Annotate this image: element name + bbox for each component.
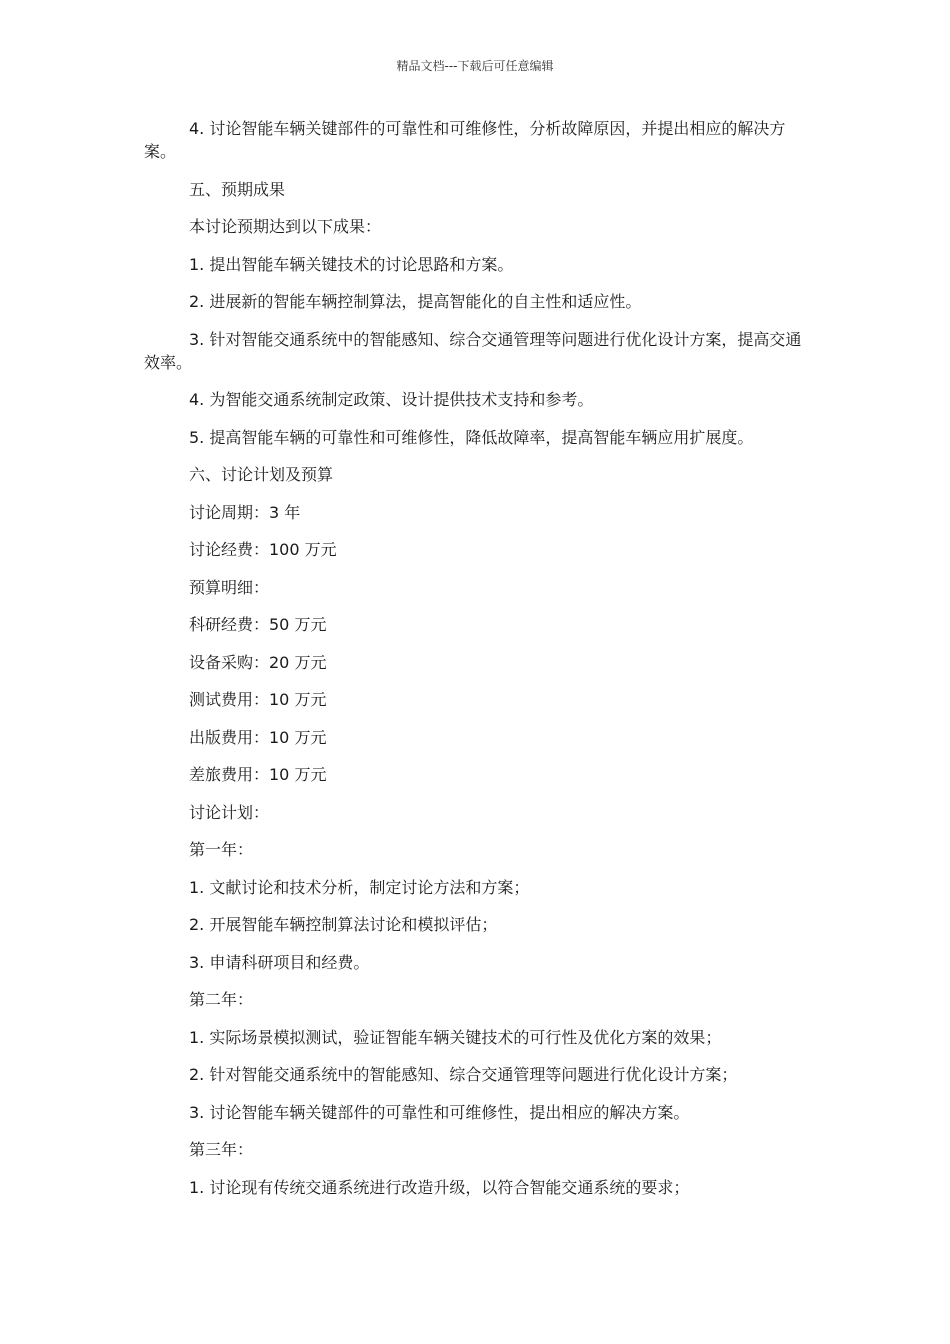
paragraph: 讨论经费：100 万元 [189,540,337,559]
list-item: 3. 申请科研项目和经费。 [189,952,370,972]
year-heading: 第一年： [189,840,254,859]
list-item: 4. 为智能交通系统制定政策、设计提供技术支持和参考。 [189,390,594,409]
list-item: 1. 文献讨论和技术分析，制定讨论方法和方案； [189,877,530,897]
section-heading: 五、预期成果 [189,179,286,199]
budget-item: 测试费用：10 万元 [189,690,327,709]
list-item: 1. 讨论现有传统交通系统进行改造升级，以符合智能交通系统的要求； [189,1177,690,1197]
list-item: 1. 提出智能车辆关键技术的讨论思路和方案。 [189,254,514,274]
list-item: 2. 进展新的智能车辆控制算法，提高智能化的自主性和适应性。 [189,292,642,311]
section-heading: 六、讨论计划及预算 [189,465,334,484]
list-item: 2. 针对智能交通系统中的智能感知、综合交通管理等问题进行优化设计方案； [189,1065,738,1084]
budget-item: 出版费用：10 万元 [189,727,327,747]
year-heading: 第二年： [189,990,254,1009]
list-item: 3. 针对智能交通系统中的智能感知、综合交通管理等问题进行优化设计方案，提高交通效率。 [144,329,802,372]
list-item: 1. 实际场景模拟测试，验证智能车辆关键技术的可行性及优化方案的效果； [189,1027,722,1047]
budget-item: 差旅费用：10 万元 [189,765,327,784]
page-header: 精品文档---下载后可任意编辑 [396,59,554,73]
budget-item: 科研经费：50 万元 [189,615,327,634]
paragraph: 预算明细： [189,577,270,597]
document-body [144,117,810,1213]
budget-item: 设备采购：20 万元 [189,652,327,672]
paragraph: 讨论计划： [189,802,270,822]
list-item: 2. 开展智能车辆控制算法讨论和模拟评估； [189,915,498,934]
list-item: 3. 讨论智能车辆关键部件的可靠性和可维修性，提出相应的解决方案。 [189,1102,690,1122]
list-item: 5. 提高智能车辆的可靠性和可维修性，降低故障率，提高智能车辆应用扩展度。 [189,427,754,447]
paragraph: 本讨论预期达到以下成果： [189,217,382,236]
paragraph: 讨论周期：3 年 [189,502,301,522]
paragraph: 4. 讨论智能车辆关键部件的可靠性和可维修性，分析故障原因，并提出相应的解决方案。 [144,119,786,161]
year-heading: 第三年： [189,1140,254,1159]
